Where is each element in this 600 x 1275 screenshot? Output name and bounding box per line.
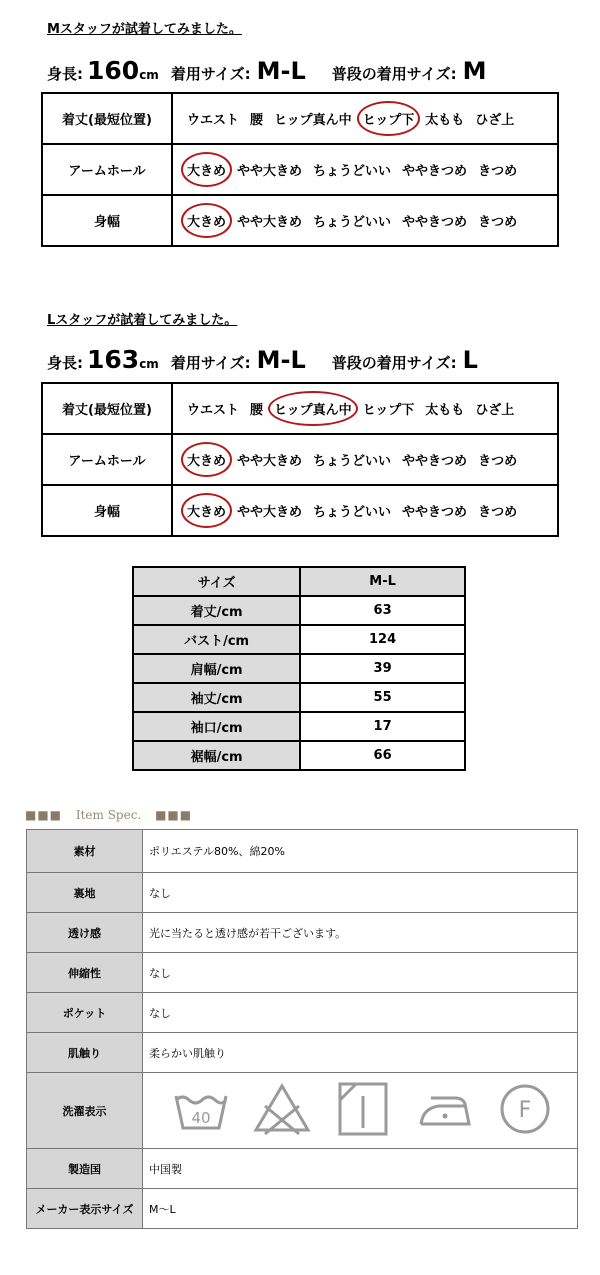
- fit-option: ひざ上: [475, 403, 515, 418]
- fit-option-selected: ヒップ下: [363, 109, 415, 128]
- spec-value: 光に当たると透け感が若干ございます。: [143, 913, 578, 953]
- fit-option-selected: 大きめ: [187, 160, 226, 179]
- fit-options-cell: [172, 144, 558, 195]
- fit-option: 腰: [250, 403, 264, 418]
- fit-option: 太もも: [425, 113, 465, 128]
- fit-option-selected: 大きめ: [187, 211, 226, 230]
- fit-options: [173, 384, 557, 433]
- fit-option: きつめ: [478, 454, 518, 469]
- spec-key: 素材: [27, 830, 143, 873]
- fit-option: ウエスト: [187, 113, 240, 128]
- height-value: 163: [87, 345, 140, 374]
- care-icons: [149, 1078, 577, 1143]
- usual-size-label: 普段の着用サイズ:: [331, 354, 457, 372]
- fit-option: ひざ上: [475, 113, 515, 128]
- spec-value: ポリエステル80%、綿20%: [143, 830, 578, 873]
- size-table: [132, 566, 466, 771]
- fit-option: ちょうどいい: [313, 505, 392, 520]
- fit-row-head: アームホール: [42, 434, 172, 485]
- fit-options: [173, 196, 557, 245]
- spec-key: 製造国: [27, 1149, 143, 1189]
- wash-temp-text: 40: [191, 1109, 211, 1127]
- usual-size-label: 普段の着用サイズ:: [331, 65, 457, 83]
- wash-40-icon: [170, 1078, 232, 1143]
- fit-options: [173, 145, 557, 194]
- fit-option-selected: 大きめ: [187, 450, 226, 469]
- item-spec-table: [26, 829, 578, 1229]
- fit-row-head: 着丈(最短位置): [42, 93, 172, 144]
- spec-value: なし: [143, 873, 578, 913]
- fit-options-cell: [172, 195, 558, 246]
- fit-options-cell: [172, 93, 558, 144]
- fit-row: [42, 383, 558, 434]
- fit-options: [173, 94, 557, 143]
- spec-value: 柔らかい肌触り: [143, 1033, 578, 1073]
- spec-row: [27, 993, 578, 1033]
- size-value: 55: [300, 683, 465, 712]
- size-row: [133, 712, 465, 741]
- fit-option: やや大きめ: [237, 215, 303, 230]
- height-label: 身長:: [47, 354, 83, 372]
- staff-m-title: Mスタッフが試着してみました。: [47, 22, 242, 37]
- fit-option: 腰: [250, 113, 264, 128]
- size-key: 裾幅/cm: [133, 741, 300, 770]
- spec-value: M～L: [143, 1189, 578, 1229]
- size-value: 66: [300, 741, 465, 770]
- wear-size-label: 着用サイズ:: [170, 354, 251, 372]
- spec-key: メーカー表示サイズ: [27, 1189, 143, 1229]
- size-row: [133, 654, 465, 683]
- spec-key: 伸縮性: [27, 953, 143, 993]
- line-dry-shade-icon: [332, 1078, 394, 1143]
- fit-row: [42, 195, 558, 246]
- size-header-row: [133, 567, 465, 596]
- fit-option-selected: 大きめ: [187, 501, 226, 520]
- size-key: サイズ: [133, 567, 300, 596]
- fit-option: やや大きめ: [237, 505, 303, 520]
- spec-row: [27, 830, 578, 873]
- height-value: 160: [87, 56, 140, 85]
- size-key: バスト/cm: [133, 625, 300, 654]
- fit-option: やや大きめ: [237, 164, 303, 179]
- staff-l-stats: [47, 345, 504, 374]
- spec-row: [27, 953, 578, 993]
- staff-m-stats: [47, 56, 512, 85]
- spec-value: [143, 1073, 578, 1149]
- fit-option: きつめ: [478, 215, 518, 230]
- fit-options-cell: [172, 383, 558, 434]
- spec-key: 肌触り: [27, 1033, 143, 1073]
- fit-row: [42, 144, 558, 195]
- fit-options: [173, 486, 557, 535]
- staff-m-fit-table: [41, 92, 559, 247]
- fit-option: 太もも: [425, 403, 465, 418]
- spec-row: [27, 1033, 578, 1073]
- size-key: 袖丈/cm: [133, 683, 300, 712]
- height-unit: cm: [139, 68, 159, 82]
- title-squares-left: ■■■: [25, 808, 63, 822]
- item-spec-title: [25, 808, 192, 822]
- size-key: 肩幅/cm: [133, 654, 300, 683]
- spec-value: 中国製: [143, 1149, 578, 1189]
- size-value: M-L: [300, 567, 465, 596]
- dry-clean-f-icon: [494, 1078, 556, 1143]
- spec-row: [27, 913, 578, 953]
- dry-clean-text: F: [518, 1098, 531, 1123]
- spec-key: 裏地: [27, 873, 143, 913]
- fit-row: [42, 434, 558, 485]
- fit-option: やや大きめ: [237, 454, 303, 469]
- size-key: 袖口/cm: [133, 712, 300, 741]
- spec-value: なし: [143, 953, 578, 993]
- fit-options-cell: [172, 434, 558, 485]
- fit-option: ややきつめ: [402, 454, 468, 469]
- spec-row: [27, 1073, 578, 1149]
- fit-row-head: 着丈(最短位置): [42, 383, 172, 434]
- size-key: 着丈/cm: [133, 596, 300, 625]
- spec-value: なし: [143, 993, 578, 1033]
- fit-option: きつめ: [478, 505, 518, 520]
- fit-option: ちょうどいい: [313, 164, 392, 179]
- fit-option: ややきつめ: [402, 215, 468, 230]
- wear-size-value: M-L: [256, 346, 306, 374]
- size-row: [133, 625, 465, 654]
- wear-size-value: M-L: [256, 57, 306, 85]
- size-value: 17: [300, 712, 465, 741]
- fit-option: きつめ: [478, 164, 518, 179]
- fit-option: ヒップ下: [362, 403, 415, 418]
- fit-option: ややきつめ: [402, 505, 468, 520]
- height-unit: cm: [139, 357, 159, 371]
- iron-low-icon: [413, 1078, 475, 1143]
- item-spec-heading: Item Spec.: [75, 808, 142, 822]
- fit-options: [173, 435, 557, 484]
- size-value: 124: [300, 625, 465, 654]
- fit-options-cell: [172, 485, 558, 536]
- fit-option: ややきつめ: [402, 164, 468, 179]
- fit-row-head: 身幅: [42, 485, 172, 536]
- size-row: [133, 683, 465, 712]
- usual-size-value: M: [462, 57, 487, 85]
- spec-row: [27, 1149, 578, 1189]
- size-value: 39: [300, 654, 465, 683]
- height-label: 身長:: [47, 65, 83, 83]
- spec-key: 洗濯表示: [27, 1073, 143, 1149]
- spec-row: [27, 1189, 578, 1229]
- fit-row: [42, 485, 558, 536]
- fit-option: ウエスト: [187, 403, 240, 418]
- wear-size-label: 着用サイズ:: [170, 65, 251, 83]
- usual-size-value: L: [462, 346, 478, 374]
- spec-key: ポケット: [27, 993, 143, 1033]
- fit-row-head: 身幅: [42, 195, 172, 246]
- fit-option: ちょうどいい: [313, 454, 392, 469]
- size-row: [133, 596, 465, 625]
- fit-row: [42, 93, 558, 144]
- fit-row-head: アームホール: [42, 144, 172, 195]
- fit-option: ヒップ真ん中: [274, 113, 352, 128]
- staff-l-fit-table: [41, 382, 559, 537]
- no-bleach-icon: [251, 1078, 313, 1143]
- title-squares-right: ■■■: [155, 808, 193, 822]
- spec-row: [27, 873, 578, 913]
- fit-option: ちょうどいい: [313, 215, 392, 230]
- staff-l-title: Lスタッフが試着してみました。: [47, 313, 238, 328]
- size-value: 63: [300, 596, 465, 625]
- spec-key: 透け感: [27, 913, 143, 953]
- size-row: [133, 741, 465, 770]
- fit-option-selected: ヒップ真ん中: [274, 399, 352, 418]
